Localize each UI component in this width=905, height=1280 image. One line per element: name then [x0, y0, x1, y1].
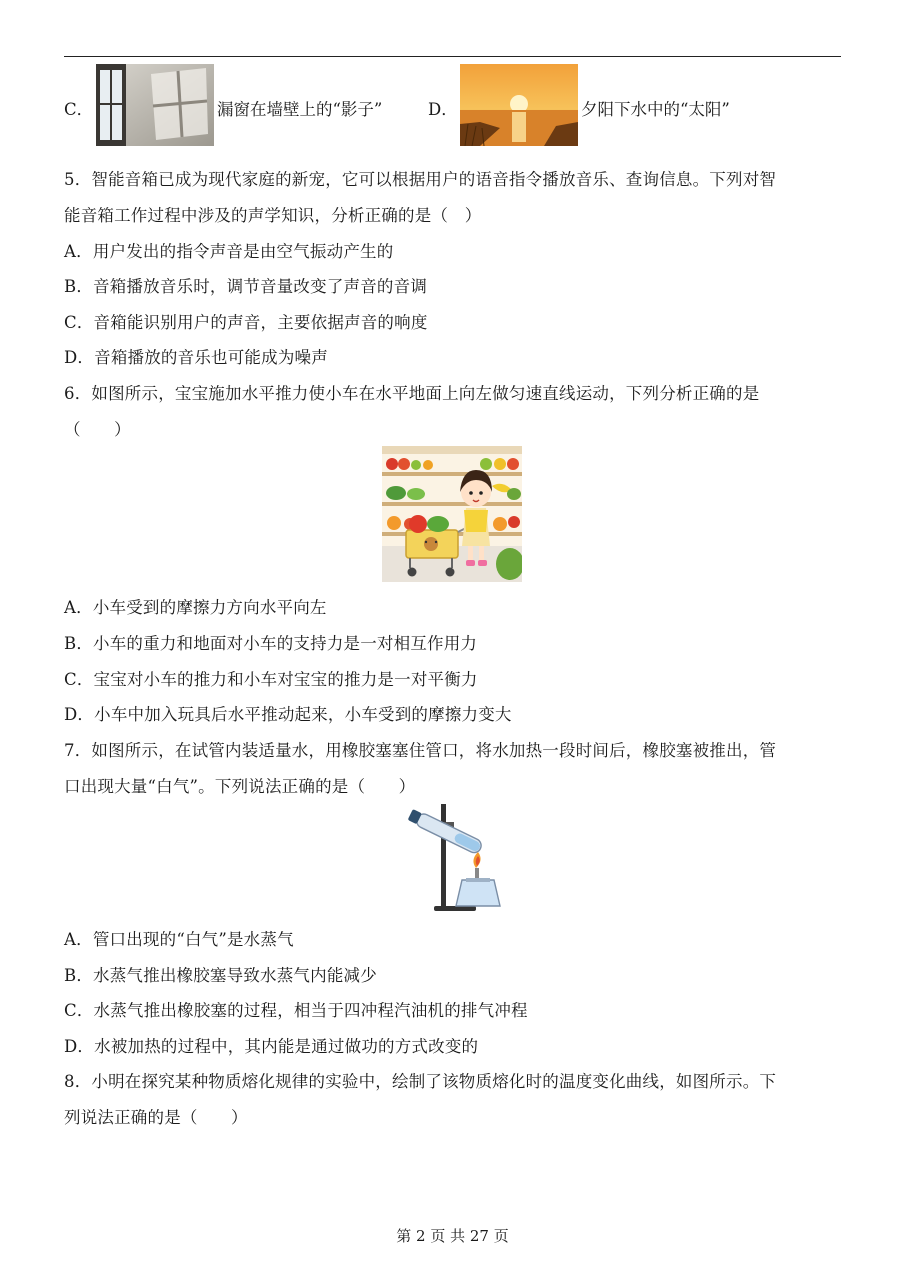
q6-option-c: C．宝宝对小车的推力和小车对宝宝的推力是一对平衡力	[64, 670, 478, 689]
q5-option-c: C．音箱能识别用户的声音，主要依据声音的响度	[64, 313, 428, 332]
q7-stem-line1: 7．如图所示，在试管内装适量水，用橡胶塞塞住管口，将水加热一段时间后，橡胶塞被推出，管	[64, 741, 777, 760]
q7-option-d: D．水被加热的过程中，其内能是通过做功的方式改变的	[64, 1037, 479, 1056]
page-number-footer: 第 2 页 共 27 页	[396, 1227, 509, 1245]
q6-stem-line2: （ ）	[64, 420, 131, 439]
q7-option-b: B．水蒸气推出橡胶塞导致水蒸气内能减少	[64, 966, 377, 985]
option-c-text: 漏窗在墙壁上的“影子”	[217, 100, 383, 119]
q6-option-d: D．小车中加入玩具后水平推动起来，小车受到的摩擦力变大	[64, 705, 512, 724]
child-pushing-cart-illustration	[382, 446, 522, 582]
sunset-water-photo	[460, 64, 578, 146]
test-tube-heating-apparatus	[404, 802, 504, 916]
q5-option-a: A．用户发出的指令声音是由空气振动产生的	[64, 242, 394, 261]
option-c-letter: C．	[64, 100, 94, 119]
q7-option-c: C．水蒸气推出橡胶塞的过程，相当于四冲程汽油机的排气冲程	[64, 1001, 528, 1020]
q5-option-b: B．音箱播放音乐时，调节音量改变了声音的音调	[64, 277, 428, 296]
q6-option-a: A．小车受到的摩擦力方向水平向左	[64, 598, 327, 617]
q5-stem-line2: 能音箱工作过程中涉及的声学知识，分析正确的是（ ）	[64, 206, 482, 225]
q4-options-row	[64, 64, 844, 146]
option-d-letter: D．	[428, 100, 458, 119]
q6-option-b: B．小车的重力和地面对小车的支持力是一对相互作用力	[64, 634, 478, 653]
option-d-text: 夕阳下水中的“太阳”	[581, 100, 730, 119]
q8-stem-line2: 列说法正确的是（ ）	[64, 1108, 248, 1127]
q7-stem-line2: 口出现大量“白气”。下列说法正确的是（ ）	[64, 777, 416, 796]
window-shadow-photo	[96, 64, 214, 146]
header-rule	[64, 56, 841, 57]
q5-stem-line1: 5．智能音箱已成为现代家庭的新宠，它可以根据用户的语音指令播放音乐、查询信息。下列对智	[64, 170, 777, 189]
q6-stem-line1: 6．如图所示，宝宝施加水平推力使小车在水平地面上向左做匀速直线运动，下列分析正确的是	[64, 384, 760, 403]
q8-stem-line1: 8．小明在探究某种物质熔化规律的实验中，绘制了该物质熔化时的温度变化曲线，如图所示。下	[64, 1072, 777, 1091]
q7-option-a: A．管口出现的“白气”是水蒸气	[64, 930, 294, 949]
q5-option-d: D．音箱播放的音乐也可能成为噪声	[64, 348, 328, 367]
